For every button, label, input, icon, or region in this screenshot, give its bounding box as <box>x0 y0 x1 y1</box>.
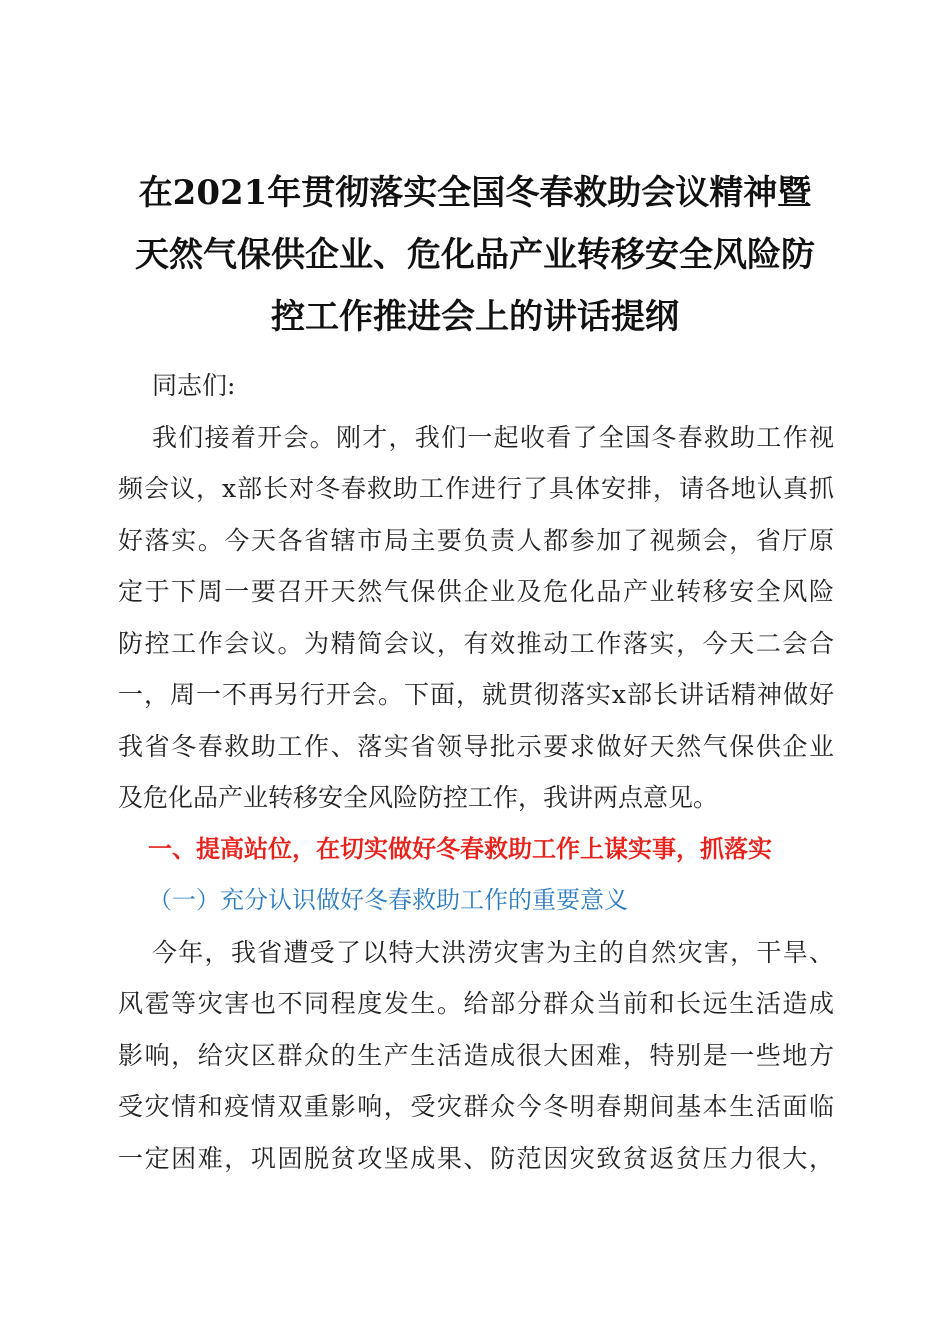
paragraph-1 <box>118 412 834 824</box>
document-body <box>118 360 834 1184</box>
document-title <box>100 162 850 348</box>
paragraph-line: 频会议，x部长对冬春救助工作进行了具体安排，请各地认真抓 <box>118 474 834 503</box>
subsection-heading-1: （一）充分认识做好冬春救助工作的重要意义 <box>148 886 628 914</box>
paragraph-line: 今年，我省遭受了以特大洪涝灾害为主的自然灾害，干旱、 <box>152 937 834 967</box>
paragraph-line: 我们接着开会。刚才，我们一起收看了全国冬春救助工作视 <box>152 422 834 452</box>
title-line: 天然气保供企业、危化品产业转移安全风险防 <box>135 235 815 275</box>
paragraph-line: 定于下周一要召开天然气保供企业及危化品产业转移安全风险 <box>118 577 834 606</box>
paragraph-line: 影响，给灾区群众的生产生活造成很大困难，特别是一些地方 <box>118 1040 834 1070</box>
paragraph-line: 一，周一不再另行开会。下面，就贯彻落实x部长讲话精神做好 <box>118 680 834 709</box>
paragraph-line: 防控工作会议。为精简会议，有效推动工作落实，今天二会合 <box>118 628 834 658</box>
paragraph-2 <box>118 927 834 1185</box>
paragraph-line: 风雹等灾害也不同程度发生。给部分群众当前和长远生活造成 <box>118 989 834 1018</box>
paragraph-line: 及危化品产业转移安全风险防控工作，我讲两点意见。 <box>118 783 719 812</box>
salutation: 同志们: <box>152 371 236 400</box>
title-line: 在2021年贯彻落实全国冬春救助会议精神暨 <box>138 173 812 213</box>
title-line: 控工作推进会上的讲话提纲 <box>271 297 679 337</box>
paragraph-line: 我省冬春救助工作、落实省领导批示要求做好天然气保供企业 <box>118 731 834 761</box>
paragraph-line: 受灾情和疫情双重影响，受灾群众今冬明春期间基本生活面临 <box>118 1092 834 1121</box>
paragraph-line: 一定困难，巩固脱贫攻坚成果、防范因灾致贫返贫压力很大， <box>118 1143 834 1173</box>
section-heading-1: 一、提高站位，在切实做好冬春救助工作上谋实事，抓落实 <box>148 834 772 863</box>
paragraph-line: 好落实。今天各省辖市局主要负责人都参加了视频会，省厅原 <box>118 525 834 555</box>
